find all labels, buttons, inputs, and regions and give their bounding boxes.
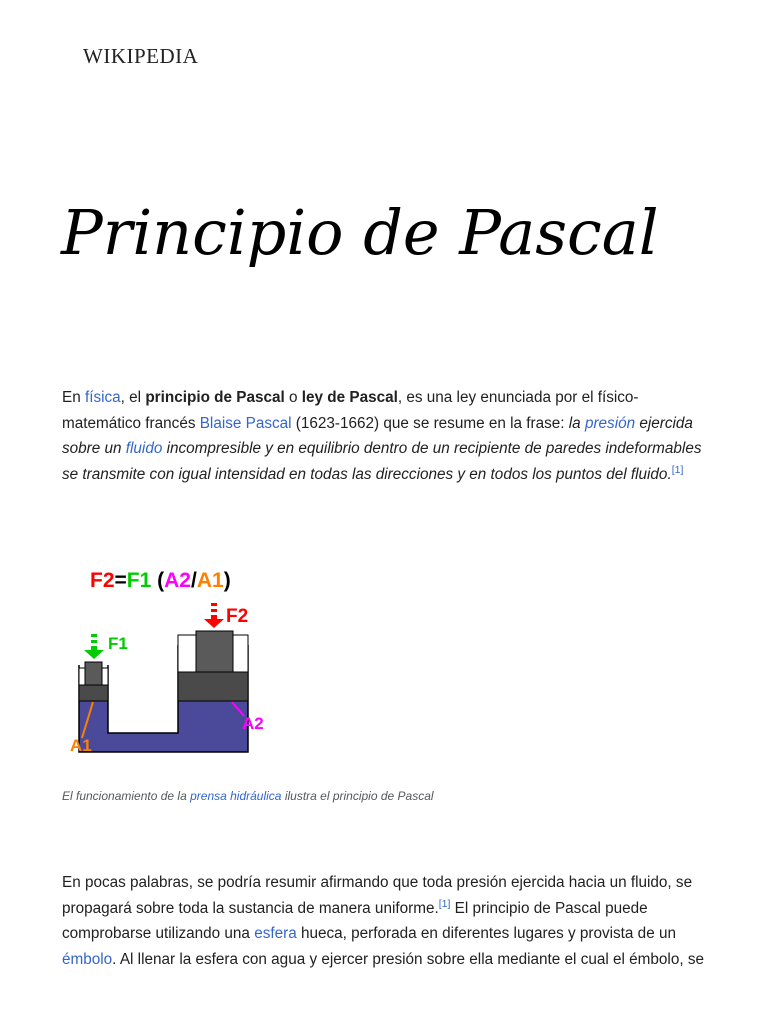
link-presion[interactable]: presión [584, 414, 636, 432]
body-text: En pocas palabras, se podría resumir afirmando que toda presión ejercida hacia un fluido, se propagará sobre toda la sustancia de manera uniforme. [62, 874, 693, 917]
body-text: hueca, perforada en diferentes lugares y provista de un [296, 925, 676, 942]
intro-paragraph [62, 385, 712, 487]
reference-link[interactable]: [1] [438, 897, 451, 910]
f1-arrow-icon [84, 634, 104, 659]
caption-text: El funcionamiento de la [62, 789, 191, 803]
link-blaise-pascal[interactable]: Blaise Pascal [199, 414, 292, 432]
intro-text: En [62, 389, 85, 406]
intro-text: , el [120, 389, 146, 406]
intro-text: (1623-1662) que se resume en la frase: [291, 414, 569, 432]
body-text: El principio de Pascal puede comprobarse utilizando una [62, 899, 648, 942]
link-esfera[interactable]: esfera [254, 925, 297, 942]
bold-term-principio: principio de Pascal [145, 389, 285, 406]
bold-term-ley: ley de Pascal [301, 389, 398, 406]
hydraulic-press-figure[interactable] [62, 555, 292, 765]
large-piston-rod [196, 631, 233, 672]
large-piston-base [178, 672, 248, 701]
body-paragraph [62, 870, 712, 972]
small-piston-rod [85, 662, 102, 685]
label-a1: A1 [70, 736, 92, 755]
page-title: Principio de Pascal [61, 196, 659, 269]
quote-text: ejercida sobre un [62, 414, 693, 457]
link-embolo[interactable]: émbolo [62, 950, 113, 968]
intro-text: , es una ley enunciada por el físico-matemático francés [62, 389, 639, 432]
f2-arrow-icon [204, 603, 224, 628]
fluid-shape [79, 701, 248, 752]
body-text: . Al llenar la esfera con agua y ejercer presión sobre ella mediante el cual el émbolo, se [112, 950, 704, 968]
wikipedia-wordmark[interactable]: WIKIPEDIA [83, 44, 199, 68]
label-f1: F1 [108, 634, 128, 653]
hydraulic-press-diagram [62, 555, 292, 765]
figure-caption [62, 789, 434, 803]
formula-text: F2=F1 (A2/A1) [90, 569, 231, 592]
label-f2: F2 [226, 606, 249, 627]
caption-text: ilustra el principio de Pascal [281, 789, 434, 803]
quote-text: incompresible y en equilibrio dentro de un recipiente de paredes indeformables se transmite con igual intensidad en todas las direcciones y en todos los puntos del fluido. [62, 440, 702, 483]
label-a2: A2 [242, 714, 264, 733]
intro-text: o [284, 389, 302, 406]
link-prensa-hidraulica[interactable]: prensa hidráulica [190, 789, 282, 803]
reference-link[interactable]: [1] [671, 463, 684, 476]
quote-text: la [568, 414, 585, 432]
small-piston-base [79, 685, 108, 701]
link-fluido[interactable]: fluido [125, 440, 163, 457]
link-fisica[interactable]: física [84, 389, 121, 406]
